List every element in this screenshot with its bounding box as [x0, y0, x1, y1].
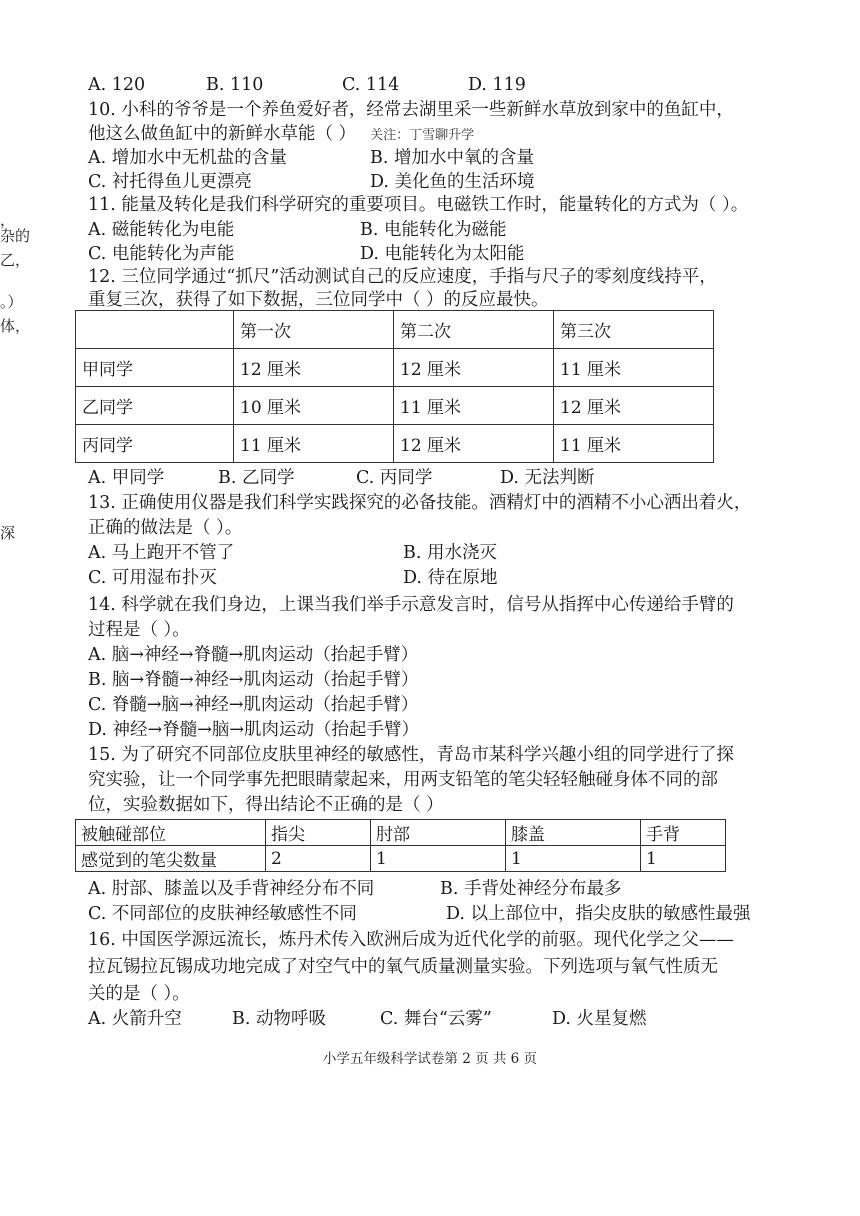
- table-cell: 甲同学: [76, 349, 234, 387]
- table-header: 膝盖: [506, 820, 641, 846]
- table-cell: 1: [506, 846, 641, 872]
- option-b: B. 电能转化为磁能: [360, 220, 507, 240]
- stem-text: 他这么做鱼缸中的新鲜水草能（ ）: [88, 124, 357, 144]
- table-header: 第三次: [554, 311, 714, 349]
- table-cell: 12 厘米: [394, 425, 554, 463]
- question-14-stem-cont: 过程是（ ）。: [88, 620, 190, 640]
- question-15-stem-cont: 位，实验数据如下，得出结论不正确的是（ ）: [88, 795, 444, 815]
- option-b: B. 动物呼吸: [232, 1009, 326, 1029]
- option-a: A. 肘部、膝盖以及手背神经分布不同: [88, 879, 375, 899]
- table-header-row: [76, 820, 726, 846]
- option-b: B. 110: [206, 75, 264, 95]
- margin-fragment: ，: [0, 211, 16, 229]
- q14-option-d: D. 神经→脊髓→脑→肌肉运动（抬起手臂）: [88, 720, 420, 740]
- table-cell: 乙同学: [76, 387, 234, 425]
- table-cell: 感觉到的笔尖数量: [76, 846, 266, 872]
- option-d: D. 以上部位中，指尖皮肤的敏感性最强: [446, 904, 751, 924]
- option-a: A. 火箭升空: [88, 1009, 182, 1029]
- question-11-stem: 11. 能量及转化是我们科学研究的重要项目。电磁铁工作时，能量转化的方式为（ ）。: [88, 195, 749, 215]
- q14-option-b: B. 脑→脊髓→神经→肌肉运动（抬起手臂）: [88, 670, 419, 690]
- option-a: A. 甲同学: [88, 468, 165, 488]
- option-a: A. 120: [88, 75, 146, 95]
- table-header: 手背: [641, 820, 726, 846]
- option-d: D. 无法判断: [500, 468, 595, 488]
- margin-fragment: 乙，: [0, 251, 31, 269]
- table-header: 第一次: [234, 311, 394, 349]
- q14-option-c: C. 脊髓→脑→神经→肌肉运动（抬起手臂）: [88, 695, 419, 715]
- question-12-stem: 12. 三位同学通过“抓尺”活动测试自己的反应速度，手指与尺子的零刻度线持平，: [88, 267, 717, 287]
- question-13-stem-cont: 正确的做法是（ ）。: [88, 518, 243, 538]
- table-cell: 12 厘米: [554, 387, 714, 425]
- page-footer: 小学五年级科学试卷第 2 页 共 6 页: [322, 1051, 538, 1067]
- option-c: C. 可用湿布扑灭: [88, 568, 217, 588]
- table-cell: 10 厘米: [234, 387, 394, 425]
- option-c: C. 丙同学: [356, 468, 433, 488]
- table-cell: 丙同学: [76, 425, 234, 463]
- option-b: B. 增加水中氧的含量: [370, 148, 534, 168]
- table-row: [76, 846, 726, 872]
- option-a: A. 磁能转化为电能: [88, 220, 235, 240]
- option-b: B. 用水浇灭: [403, 543, 497, 563]
- option-c: C. 舞台“云雾”: [380, 1009, 492, 1029]
- question-10-stem: 10. 小科的爷爷是一个养鱼爱好者，经常去湖里采一些新鲜水草放到家中的鱼缸中，: [88, 100, 734, 120]
- table-row: [76, 387, 714, 425]
- margin-fragment: 体，: [0, 317, 31, 335]
- table-cell: 11 厘米: [394, 387, 554, 425]
- option-a: A. 增加水中无机盐的含量: [88, 148, 287, 168]
- question-14-stem: 14. 科学就在我们身边，上课当我们举手示意发言时，信号从指挥中心传递给手臂的: [88, 595, 734, 615]
- table-cell: 11 厘米: [554, 425, 714, 463]
- table-cell: 1: [371, 846, 506, 872]
- option-a: A. 马上跑开不管了: [88, 543, 235, 563]
- question-10-stem-cont: [88, 122, 474, 148]
- table-header-row: [76, 311, 714, 349]
- question-16-stem-cont: 关的是（ ）。: [88, 984, 190, 1004]
- margin-fragment: 。）: [0, 293, 23, 311]
- option-b: B. 手背处神经分布最多: [440, 879, 622, 899]
- option-d: D. 电能转化为太阳能: [360, 244, 525, 264]
- table-row: [76, 349, 714, 387]
- option-d: D. 119: [468, 75, 526, 95]
- option-c: C. 114: [342, 75, 400, 95]
- table-cell: 11 厘米: [554, 349, 714, 387]
- option-c: C. 不同部位的皮肤神经敏感性不同: [88, 904, 357, 924]
- option-d: D. 火星复燃: [552, 1009, 647, 1029]
- table-cell: 1: [641, 846, 726, 872]
- table-cell: 12 厘米: [394, 349, 554, 387]
- table-cell: 11 厘米: [234, 425, 394, 463]
- option-d: D. 美化鱼的生活环境: [370, 172, 535, 192]
- q14-option-a: A. 脑→神经→脊髓→肌肉运动（抬起手臂）: [88, 645, 419, 665]
- table-cell: 2: [266, 846, 371, 872]
- question-13-stem: 13. 正确使用仪器是我们科学实践探究的必备技能。酒精灯中的酒精不小心洒出着火，: [88, 493, 752, 513]
- touch-sensitivity-table: [75, 819, 726, 872]
- question-15-stem: 15. 为了研究不同部位皮肤里神经的敏感性，青岛市某科学兴趣小组的同学进行了探: [88, 745, 734, 765]
- option-c: C. 衬托得鱼儿更漂亮: [88, 172, 252, 192]
- margin-fragment: 深: [0, 524, 16, 542]
- question-16-stem: 16. 中国医学源远流长，炼丹术传入欧洲后成为近代化学的前驱。现代化学之父——: [88, 930, 734, 950]
- option-d: D. 待在原地: [403, 568, 498, 588]
- table-header: 指尖: [266, 820, 371, 846]
- reaction-speed-table: [75, 310, 714, 463]
- table-cell: 12 厘米: [234, 349, 394, 387]
- table-header: [76, 311, 234, 349]
- option-b: B. 乙同学: [218, 468, 295, 488]
- table-row: [76, 425, 714, 463]
- margin-fragment: 杂的: [0, 227, 31, 245]
- watermark-note: 关注：丁雪聊升学: [370, 128, 475, 143]
- table-header: 被触碰部位: [76, 820, 266, 846]
- table-header: 第二次: [394, 311, 554, 349]
- question-12-stem-cont: 重复三次，获得了如下数据，三位同学中（ ）的反应最快。: [88, 290, 549, 310]
- table-header: 肘部: [371, 820, 506, 846]
- question-15-stem-cont: 究实验，让一个同学事先把眼睛蒙起来，用两支铅笔的笔尖轻轻触碰身体不同的部: [88, 770, 718, 790]
- option-c: C. 电能转化为声能: [88, 244, 235, 264]
- question-16-stem-cont: 拉瓦锡拉瓦锡成功地完成了对空气中的氧气质量测量实验。下列选项与氧气性质无: [88, 957, 718, 977]
